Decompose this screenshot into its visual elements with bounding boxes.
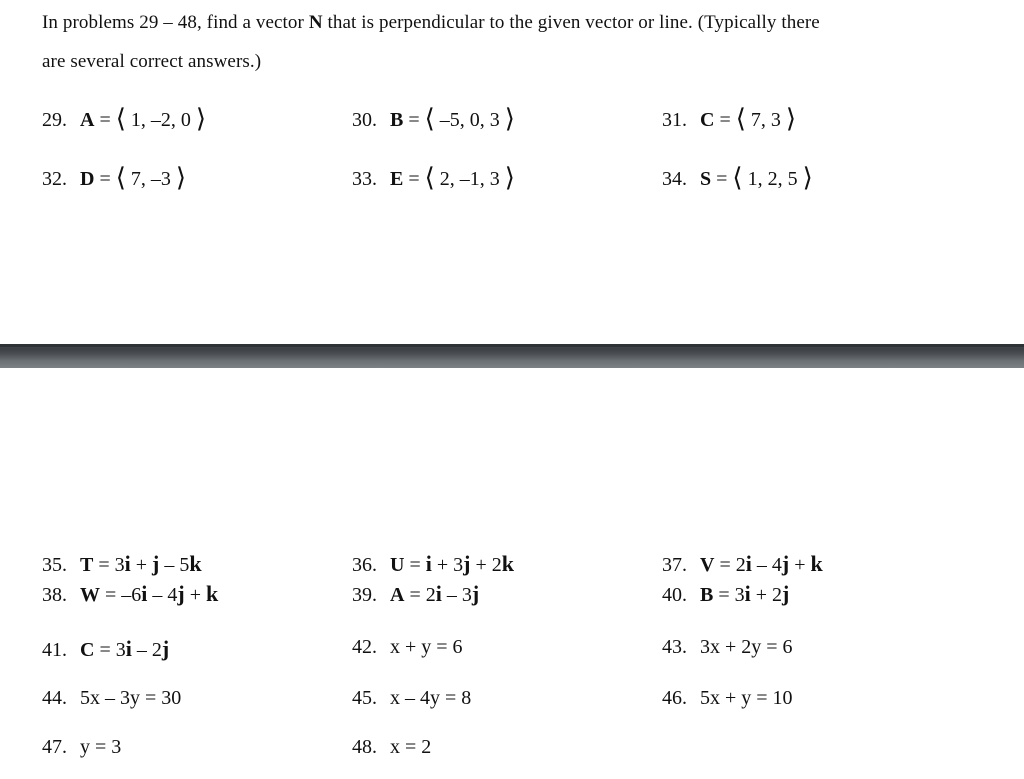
problem-47: [42, 736, 121, 759]
problem-number: 33.: [352, 168, 377, 190]
unit-vector-i: i: [744, 581, 751, 606]
problem-number: 41.: [42, 639, 67, 661]
problem-35: [42, 551, 202, 577]
equals-sign: =: [94, 109, 116, 131]
vector-components: –5, 0, 3: [434, 109, 505, 131]
equals-sign: =: [100, 584, 122, 606]
problem-30: [352, 103, 515, 133]
vector-components: 1, 2, 5: [742, 168, 803, 190]
right-angle-bracket: ⟩: [785, 104, 797, 133]
unit-vector-i: i: [745, 551, 752, 576]
vector-name: T: [80, 554, 94, 576]
right-angle-bracket: ⟩: [504, 104, 515, 133]
left-angle-bracket: ⟨: [732, 163, 743, 192]
coefficient: – 4: [751, 554, 782, 576]
vector-name: B: [390, 109, 404, 131]
unit-vector-j: j: [463, 551, 471, 576]
unit-vector-j: j: [161, 636, 170, 661]
coefficient: –6: [121, 584, 142, 606]
vector-components: 1, –2, 0: [125, 109, 196, 131]
unit-vector-i: i: [435, 581, 442, 606]
unit-vector-i: i: [141, 581, 148, 606]
problem-46: [662, 687, 793, 710]
unit-vector-k: k: [206, 581, 219, 606]
vector-name: U: [390, 554, 405, 576]
problem-42: [352, 636, 463, 659]
problem-number: 39.: [352, 584, 377, 606]
right-angle-bracket: ⟩: [802, 163, 813, 192]
equals-sign: =: [714, 109, 736, 131]
page-break-divider: [0, 344, 1024, 368]
coefficient: +: [789, 554, 811, 576]
unit-vector-k: k: [189, 551, 202, 576]
vector-name: S: [700, 168, 712, 190]
unit-vector-j: j: [781, 551, 790, 576]
problem-36: [352, 551, 514, 577]
unit-vector-k: k: [810, 551, 823, 576]
coefficient: – 2: [131, 639, 162, 661]
coefficient: – 5: [159, 554, 190, 576]
problem-number: 48.: [352, 736, 377, 758]
problem-number: 42.: [352, 636, 377, 658]
vector-components: 7, –3: [125, 168, 176, 190]
right-angle-bracket: ⟩: [175, 163, 187, 192]
coefficient: +: [130, 554, 153, 576]
intro-line-1: [42, 12, 820, 34]
intro-line-2: are several correct answers.): [42, 51, 262, 72]
line-equation: x = 2: [390, 736, 432, 758]
vector-components: 7, 3: [745, 109, 786, 131]
intro-text-end: that is perpendicular to the given vector or line. (Typically there: [327, 12, 820, 33]
equals-sign: =: [403, 109, 425, 131]
equals-sign: =: [94, 639, 116, 661]
intro-text-start: In problems 29 – 48, find a vector: [42, 12, 304, 33]
equals-sign: =: [403, 168, 425, 190]
problem-34: [662, 162, 813, 192]
problem-39: [352, 581, 479, 607]
problem-44: [42, 687, 181, 710]
line-equation: x – 4y = 8: [390, 687, 472, 709]
vector-name: B: [700, 584, 714, 606]
coefficient: + 2: [750, 584, 783, 606]
equals-sign: =: [93, 554, 115, 576]
unit-vector-j: j: [782, 581, 790, 606]
right-angle-bracket: ⟩: [504, 163, 515, 192]
coefficient: – 3: [441, 584, 472, 606]
vector-name: V: [700, 554, 715, 576]
coefficient: + 3: [431, 554, 464, 576]
problem-48: [352, 736, 431, 759]
vector-name: C: [700, 109, 715, 131]
left-angle-bracket: ⟨: [424, 104, 435, 133]
unit-vector-j: j: [152, 551, 160, 576]
problem-41: [42, 636, 169, 662]
problem-33: [352, 162, 515, 192]
intro-vector-n: N: [308, 12, 323, 33]
problem-number: 43.: [662, 636, 687, 658]
problem-37: [662, 551, 823, 577]
line-equation: y = 3: [80, 736, 122, 758]
problem-number: 32.: [42, 168, 67, 190]
problem-number: 47.: [42, 736, 67, 758]
equals-sign: =: [711, 168, 733, 190]
vector-name: W: [80, 584, 100, 606]
problem-number: 36.: [352, 554, 377, 576]
vector-name: A: [80, 109, 95, 131]
equals-sign: =: [404, 554, 426, 576]
unit-vector-k: k: [501, 551, 514, 576]
problem-number: 40.: [662, 584, 687, 606]
line-equation: x + y = 6: [390, 636, 463, 658]
problem-number: 29.: [42, 109, 67, 131]
problem-number: 34.: [662, 168, 687, 190]
left-angle-bracket: ⟨: [735, 104, 746, 133]
right-angle-bracket: ⟩: [195, 104, 207, 133]
problem-number: 44.: [42, 687, 67, 709]
equals-sign: =: [714, 554, 736, 576]
unit-vector-i: i: [425, 551, 432, 576]
coefficient: 3: [734, 584, 745, 606]
problem-number: 37.: [662, 554, 687, 576]
unit-vector-j: j: [471, 581, 480, 606]
vector-name: D: [80, 168, 95, 190]
line-equation: 3x + 2y = 6: [700, 636, 793, 658]
problem-number: 31.: [662, 109, 687, 131]
problem-29: [42, 103, 206, 133]
unit-vector-i: i: [125, 636, 132, 661]
left-angle-bracket: ⟨: [115, 104, 126, 133]
equals-sign: =: [404, 584, 426, 606]
equals-sign: =: [94, 168, 116, 190]
equals-sign: =: [713, 584, 735, 606]
problem-40: [662, 581, 789, 607]
problem-31: [662, 103, 796, 133]
unit-vector-j: j: [177, 581, 185, 606]
problem-38: [42, 581, 218, 607]
vector-name: E: [390, 168, 404, 190]
problem-number: 30.: [352, 109, 377, 131]
coefficient: 2: [425, 584, 436, 606]
divider-edge: [0, 344, 1024, 347]
problem-number: 38.: [42, 584, 67, 606]
problem-45: [352, 687, 471, 710]
left-angle-bracket: ⟨: [424, 163, 435, 192]
vector-components: 2, –1, 3: [434, 168, 505, 190]
unit-vector-i: i: [124, 551, 131, 576]
problem-number: 46.: [662, 687, 687, 709]
problem-43: [662, 636, 793, 659]
coefficient: 3: [114, 554, 125, 576]
coefficient: 3: [115, 639, 126, 661]
line-equation: 5x – 3y = 30: [80, 687, 182, 709]
problem-number: 35.: [42, 554, 67, 576]
line-equation: 5x + y = 10: [700, 687, 793, 709]
left-angle-bracket: ⟨: [115, 163, 126, 192]
coefficient: + 2: [470, 554, 502, 576]
coefficient: 2: [735, 554, 746, 576]
problem-number: 45.: [352, 687, 377, 709]
coefficient: – 4: [147, 584, 178, 606]
coefficient: +: [184, 584, 207, 606]
vector-name: A: [390, 584, 405, 606]
vector-name: C: [80, 639, 95, 661]
problem-32: [42, 162, 186, 192]
